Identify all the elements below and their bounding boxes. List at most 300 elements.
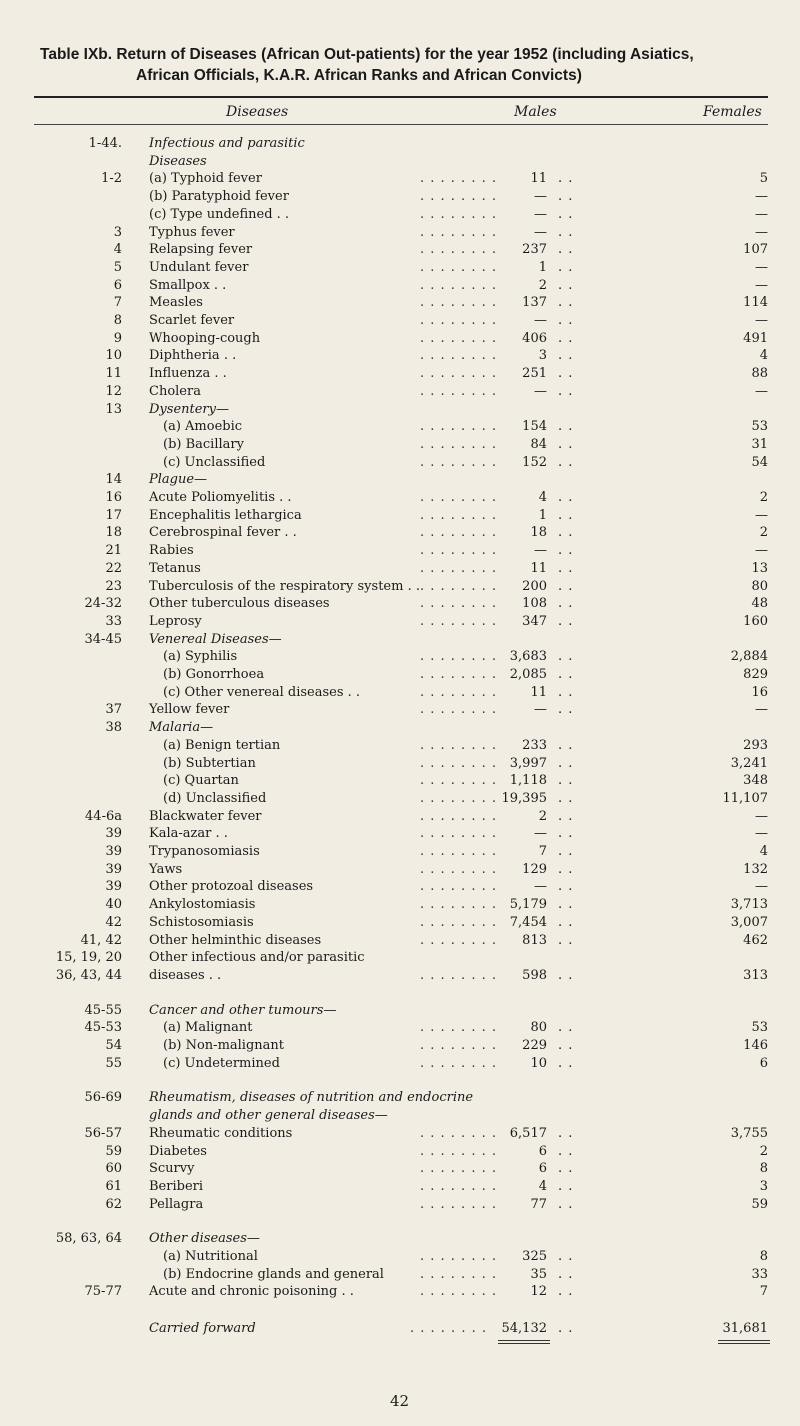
row-code: 5 <box>113 259 122 275</box>
table-row <box>0 241 800 258</box>
leader-dots: . . . . . . . . <box>420 1284 497 1300</box>
leader-dots: . . . . . . . . <box>420 348 497 364</box>
leader-dots: . . . . . . . . <box>420 578 497 594</box>
row-code: 34-45 <box>84 631 122 647</box>
column-separator-dots: . . <box>558 189 574 205</box>
table-row <box>0 808 800 825</box>
males-total-underline <box>498 1343 550 1344</box>
table-row <box>0 401 800 418</box>
row-disease: Other helminthic diseases <box>149 932 322 948</box>
row-code: 24-32 <box>84 596 122 612</box>
row-males: 251 <box>522 366 547 382</box>
leader-dots: . . . . . . . . <box>420 171 497 187</box>
table-row <box>0 896 800 913</box>
row-males: — <box>534 224 547 240</box>
row-disease: Other tuberculous diseases <box>149 596 330 612</box>
leader-dots: . . . . . . . . <box>420 613 497 629</box>
leader-dots: . . . . . . . . <box>420 1038 497 1053</box>
row-code: 36, 43, 44 <box>55 967 122 983</box>
leader-dots: . . . . . . . . <box>420 596 497 612</box>
row-females: 146 <box>743 1038 768 1053</box>
row-males: 129 <box>522 861 547 877</box>
table-row <box>0 330 800 347</box>
row-disease: Other infectious and/or parasitic <box>149 950 365 966</box>
leader-dots: . . . . . . . . <box>420 525 497 541</box>
column-separator-dots: . . <box>558 773 574 789</box>
leader-dots: . . . . . . . . <box>420 383 497 399</box>
row-females: — <box>755 189 768 205</box>
row-females: — <box>755 277 768 293</box>
column-separator-dots: . . <box>558 560 574 576</box>
row-females: 13 <box>751 560 768 576</box>
males-total-underline <box>498 1340 550 1341</box>
row-disease: Scurvy <box>149 1161 195 1177</box>
row-disease: (a) Typhoid fever <box>149 171 262 187</box>
row-disease: Ankylostomiasis <box>149 897 256 913</box>
row-disease: Acute Poliomyelitis . . <box>149 490 292 505</box>
column-separator-dots: . . <box>558 330 574 346</box>
leader-dots: . . . . . . . . <box>420 879 497 895</box>
leader-dots: . . . . . . . . <box>420 1178 497 1194</box>
table-row <box>0 170 800 187</box>
row-disease: Influenza . . <box>149 366 227 382</box>
row-code: 18 <box>105 525 122 541</box>
row-disease: (c) Undetermined <box>163 1055 280 1071</box>
row-females: — <box>755 383 768 399</box>
row-males: 3,683 <box>509 649 547 665</box>
row-disease: Diseases <box>149 153 207 169</box>
leader-dots: . . . . . . . . <box>420 649 497 665</box>
row-disease: Leprosy <box>149 613 202 629</box>
column-separator-dots: . . <box>558 596 574 612</box>
table-row <box>0 507 800 524</box>
row-males: 598 <box>522 967 547 983</box>
column-separator-dots: . . <box>558 1321 574 1337</box>
row-code: 1-44. <box>88 136 122 151</box>
row-males: 4 <box>538 1178 547 1194</box>
row-disease: (c) Quartan <box>163 773 239 789</box>
table-row <box>0 932 800 949</box>
row-disease: (b) Non-malignant <box>163 1038 284 1053</box>
column-separator-dots: . . <box>558 613 574 629</box>
table-row <box>0 277 800 294</box>
row-code: 75-77 <box>84 1284 122 1300</box>
row-code: 55 <box>105 1055 122 1071</box>
table-row <box>0 878 800 895</box>
row-males: 233 <box>522 737 547 753</box>
row-females: 4 <box>759 348 768 364</box>
table-row <box>0 648 800 665</box>
row-males: 77 <box>530 1196 547 1212</box>
leader-dots: . . . . . . . . <box>420 543 497 559</box>
row-males: 2 <box>538 808 547 824</box>
leader-dots: . . . . . . . . <box>420 366 497 382</box>
row-males: 137 <box>522 295 547 311</box>
leader-dots: . . . . . . . . <box>420 224 497 240</box>
row-code: 45-53 <box>84 1020 122 1036</box>
column-separator-dots: . . <box>558 578 574 594</box>
leader-dots: . . . . . . . . <box>420 1125 497 1141</box>
row-disease: Carried forward <box>149 1321 256 1337</box>
leader-dots: . . . . . . . . <box>420 259 497 275</box>
row-disease: (d) Unclassified <box>163 790 267 806</box>
leader-dots: . . . . . . . . <box>420 490 497 505</box>
row-females: 107 <box>743 242 768 258</box>
row-females: 3,755 <box>730 1125 768 1141</box>
row-code: 13 <box>105 401 122 417</box>
row-females: 8 <box>759 1249 768 1264</box>
row-males: 54,132 <box>501 1321 547 1337</box>
row-females: 4 <box>759 844 768 859</box>
row-disease: Diabetes <box>149 1143 207 1159</box>
row-males: 1 <box>538 259 547 275</box>
column-separator-dots: . . <box>558 171 574 187</box>
row-code: 12 <box>105 383 122 399</box>
row-code: 39 <box>105 826 122 842</box>
table-row <box>0 1178 800 1195</box>
row-disease: Acute and chronic poisoning . . <box>149 1284 354 1300</box>
table-title <box>40 44 800 86</box>
row-males: 5,179 <box>509 897 547 913</box>
row-males: 10 <box>530 1055 547 1071</box>
row-disease: (c) Unclassified <box>163 454 266 470</box>
row-males: 154 <box>522 419 547 435</box>
table-row <box>0 1055 800 1072</box>
row-disease: (b) Subtertian <box>163 755 256 771</box>
row-code: 60 <box>105 1161 122 1177</box>
table-row <box>0 1248 800 1265</box>
table-row <box>0 1002 800 1019</box>
row-females: — <box>755 507 768 523</box>
column-separator-dots: . . <box>558 684 574 700</box>
row-females: 53 <box>751 419 768 435</box>
column-separator-dots: . . <box>558 507 574 523</box>
row-disease: Dysentery— <box>149 401 229 417</box>
top-rule <box>34 96 768 98</box>
table-row <box>0 312 800 329</box>
table-row <box>0 542 800 559</box>
table-row <box>0 631 800 648</box>
row-females: 3 <box>759 1178 768 1194</box>
leader-dots: . . . . . . . . <box>420 667 497 682</box>
row-disease: Plague— <box>149 472 208 488</box>
leader-dots: . . . . . . . . <box>420 967 497 983</box>
row-males: 7 <box>538 844 547 859</box>
row-males: 11 <box>530 684 547 700</box>
row-females: 53 <box>751 1020 768 1036</box>
row-code: 39 <box>105 879 122 895</box>
row-disease: Diphtheria . . <box>149 348 237 364</box>
row-females: 132 <box>743 861 768 877</box>
column-separator-dots: . . <box>558 1266 574 1282</box>
row-females: 5 <box>759 171 768 187</box>
table-row <box>0 560 800 577</box>
row-males: 229 <box>522 1038 547 1053</box>
row-disease: Rabies <box>149 543 194 559</box>
row-males: 347 <box>522 613 547 629</box>
leader-dots: . . . . . . . . <box>420 454 497 470</box>
row-code: 56-57 <box>84 1125 122 1141</box>
leader-dots: . . . . . . . . <box>420 313 497 328</box>
row-disease: (c) Other venereal diseases . . <box>163 684 361 700</box>
row-males: — <box>534 383 547 399</box>
row-males: 35 <box>530 1266 547 1282</box>
table-row <box>0 1037 800 1054</box>
column-separator-dots: . . <box>558 1143 574 1159</box>
table-row <box>0 861 800 878</box>
leader-dots: . . . . . . . . <box>420 295 497 311</box>
table-row <box>0 701 800 718</box>
row-females: — <box>755 879 768 895</box>
row-code: 21 <box>105 543 122 559</box>
row-females: 3,713 <box>730 897 768 913</box>
column-separator-dots: . . <box>558 1178 574 1194</box>
leader-dots: . . . . . . . . <box>420 189 497 205</box>
table-row <box>0 471 800 488</box>
leader-dots: . . . . . . . . <box>420 790 497 806</box>
row-males: 12 <box>530 1284 547 1300</box>
females-total-underline <box>718 1343 770 1344</box>
row-females: 7 <box>759 1284 768 1300</box>
row-code: 10 <box>105 348 122 364</box>
row-disease: Trypanosomiasis <box>149 844 260 859</box>
row-males: 2,085 <box>509 667 547 682</box>
table-row <box>0 578 800 595</box>
header-females: Females <box>703 104 762 120</box>
table-row <box>0 224 800 241</box>
row-females: 2 <box>759 490 768 505</box>
row-males: 2 <box>538 277 547 293</box>
leader-dots: . . . . . . . . <box>420 560 497 576</box>
leader-dots: . . . . . . . . <box>420 702 497 718</box>
leader-dots: . . . . . . . . <box>420 844 497 859</box>
row-females: 2 <box>759 525 768 541</box>
row-code: 44-6a <box>85 808 122 824</box>
row-females: 114 <box>743 295 768 311</box>
row-males: 152 <box>522 454 547 470</box>
column-separator-dots: . . <box>558 897 574 913</box>
row-females: 48 <box>751 596 768 612</box>
row-females: 829 <box>743 667 768 682</box>
leader-dots: . . . . . . . . <box>410 1321 487 1337</box>
table-row <box>0 418 800 435</box>
leader-dots: . . . . . . . . <box>420 755 497 771</box>
row-disease: Measles <box>149 295 203 311</box>
column-separator-dots: . . <box>558 366 574 382</box>
row-code: 11 <box>105 366 122 382</box>
table-row <box>0 1019 800 1036</box>
row-males: 7,454 <box>509 914 547 930</box>
row-disease: Rheumatic conditions <box>149 1125 293 1141</box>
column-separator-dots: . . <box>558 914 574 930</box>
table-row <box>0 259 800 276</box>
leader-dots: . . . . . . . . <box>420 808 497 824</box>
table-row <box>0 1107 800 1124</box>
leader-dots: . . . . . . . . <box>420 242 497 258</box>
row-females: 54 <box>751 454 768 470</box>
row-males: 1,118 <box>509 773 547 789</box>
table-row <box>0 206 800 223</box>
row-disease: (b) Endocrine glands and general <box>163 1266 384 1282</box>
row-females: 3,241 <box>730 755 768 771</box>
column-separator-dots: . . <box>558 808 574 824</box>
row-males: 200 <box>522 578 547 594</box>
row-females: — <box>755 808 768 824</box>
column-separator-dots: . . <box>558 348 574 364</box>
column-separator-dots: . . <box>558 259 574 275</box>
row-females: — <box>755 826 768 842</box>
row-disease: Tetanus <box>149 560 201 576</box>
row-code: 8 <box>113 313 122 328</box>
row-females: 8 <box>759 1161 768 1177</box>
row-males: 6 <box>538 1161 547 1177</box>
leader-dots: . . . . . . . . <box>420 897 497 913</box>
row-disease: (a) Syphilis <box>163 649 238 665</box>
row-females: 16 <box>751 684 768 700</box>
row-disease: Other protozoal diseases <box>149 879 314 895</box>
table-row <box>0 790 800 807</box>
header-males: Males <box>514 104 557 120</box>
column-separator-dots: . . <box>558 667 574 682</box>
row-males: — <box>534 206 547 222</box>
row-females: 6 <box>759 1055 768 1071</box>
row-disease: Encephalitis lethargica <box>149 507 302 523</box>
row-code: 40 <box>105 897 122 913</box>
row-females: 31 <box>751 436 768 452</box>
row-disease: Scarlet fever <box>149 313 235 328</box>
row-females: — <box>755 543 768 559</box>
row-males: 18 <box>530 525 547 541</box>
row-code: 17 <box>105 507 122 523</box>
table-row <box>0 825 800 842</box>
row-males: — <box>534 826 547 842</box>
row-code: 58, 63, 64 <box>55 1231 122 1247</box>
row-females: 88 <box>751 366 768 382</box>
row-males: 3,997 <box>509 755 547 771</box>
column-separator-dots: . . <box>558 1249 574 1264</box>
table-row <box>0 1089 800 1106</box>
column-separator-dots: . . <box>558 419 574 435</box>
table-row <box>0 949 800 966</box>
column-separator-dots: . . <box>558 277 574 293</box>
row-disease: (a) Malignant <box>163 1020 253 1036</box>
row-code: 4 <box>113 242 122 258</box>
table-row <box>0 1230 800 1247</box>
column-separator-dots: . . <box>558 755 574 771</box>
table-row <box>0 1196 800 1213</box>
column-separator-dots: . . <box>558 967 574 983</box>
row-females: 33 <box>751 1266 768 1282</box>
leader-dots: . . . . . . . . <box>420 277 497 293</box>
row-code: 42 <box>105 914 122 930</box>
table-row <box>0 1125 800 1142</box>
row-disease: Venereal Diseases— <box>149 631 282 647</box>
leader-dots: . . . . . . . . <box>420 914 497 930</box>
row-code: 38 <box>105 720 122 736</box>
leader-dots: . . . . . . . . <box>420 1266 497 1282</box>
row-disease: (a) Nutritional <box>163 1249 258 1264</box>
row-disease: Malaria— <box>149 720 214 736</box>
row-code: 7 <box>113 295 122 311</box>
row-disease: Other diseases— <box>149 1231 260 1247</box>
column-separator-dots: . . <box>558 1284 574 1300</box>
table-row <box>0 772 800 789</box>
table-row <box>0 135 800 152</box>
column-separator-dots: . . <box>558 242 574 258</box>
header-diseases: Diseases <box>226 104 289 120</box>
row-females: 2 <box>759 1143 768 1159</box>
row-males: 11 <box>530 171 547 187</box>
row-code: 22 <box>105 560 122 576</box>
row-females: 59 <box>751 1196 768 1212</box>
column-separator-dots: . . <box>558 861 574 877</box>
leader-dots: . . . . . . . . <box>420 773 497 789</box>
table-row <box>0 1143 800 1160</box>
table-row <box>0 914 800 931</box>
row-code: 16 <box>105 490 122 505</box>
table-row <box>0 684 800 701</box>
leader-dots: . . . . . . . . <box>420 684 497 700</box>
row-disease: (b) Gonorrhoea <box>163 667 265 682</box>
row-females: 313 <box>743 967 768 983</box>
table-row <box>0 595 800 612</box>
row-females: 491 <box>743 330 768 346</box>
column-separator-dots: . . <box>558 932 574 948</box>
column-separator-dots: . . <box>558 383 574 399</box>
row-males: — <box>534 879 547 895</box>
leader-dots: . . . . . . . . <box>420 861 497 877</box>
row-code: 39 <box>105 861 122 877</box>
leader-dots: . . . . . . . . <box>420 330 497 346</box>
column-separator-dots: . . <box>558 436 574 452</box>
table-row <box>0 489 800 506</box>
table-row <box>0 436 800 453</box>
leader-dots: . . . . . . . . <box>420 1161 497 1177</box>
row-males: 6 <box>538 1143 547 1159</box>
leader-dots: . . . . . . . . <box>420 1249 497 1264</box>
row-disease: Schistosomiasis <box>149 914 254 930</box>
column-separator-dots: . . <box>558 1020 574 1036</box>
column-separator-dots: . . <box>558 879 574 895</box>
row-disease: Whooping-cough <box>149 330 261 346</box>
table-row <box>0 967 800 984</box>
table-row <box>0 524 800 541</box>
table-row <box>0 755 800 772</box>
leader-dots: . . . . . . . . <box>420 1143 497 1159</box>
row-disease: (b) Bacillary <box>163 436 244 452</box>
table-row <box>0 153 800 170</box>
row-disease: Smallpox . . <box>149 277 227 293</box>
row-disease: Relapsing fever <box>149 242 253 258</box>
row-code: 6 <box>113 277 122 293</box>
leader-dots: . . . . . . . . <box>420 1055 497 1071</box>
leader-dots: . . . . . . . . <box>420 826 497 842</box>
column-separator-dots: . . <box>558 1161 574 1177</box>
page-number: 42 <box>390 1392 410 1410</box>
column-separator-dots: . . <box>558 543 574 559</box>
column-separator-dots: . . <box>558 1055 574 1071</box>
row-females: — <box>755 206 768 222</box>
row-code: 14 <box>105 472 122 488</box>
row-code: 37 <box>105 702 122 718</box>
row-disease: Pellagra <box>149 1196 204 1212</box>
row-females: — <box>755 224 768 240</box>
table-row <box>0 383 800 400</box>
row-disease: Undulant fever <box>149 259 249 275</box>
row-males: 108 <box>522 596 547 612</box>
row-males: 325 <box>522 1249 547 1264</box>
row-males: — <box>534 189 547 205</box>
